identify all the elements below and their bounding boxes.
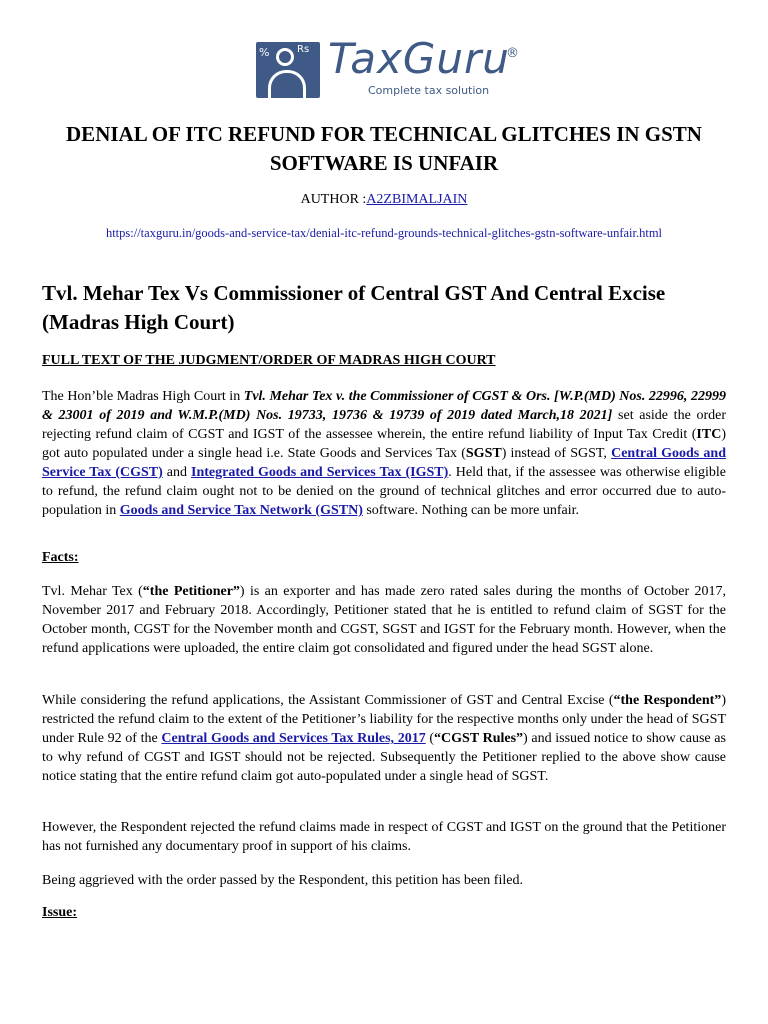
cgst-rules-term: “CGST Rules” bbox=[434, 731, 524, 746]
issue-heading: Issue: bbox=[42, 905, 78, 920]
facts2-text-4: ) and issued notice to show cause as to why refund of CGST and IGST should not be rejected. Subsequently the Petitioner replied to the above show cause notice stating that the entire refund claim got auto-populated under a single head of SGST. bbox=[42, 731, 726, 784]
facts1-text-1: Tvl. Mehar Tex ( bbox=[42, 584, 143, 599]
source-url bbox=[0, 226, 768, 241]
intro-paragraph bbox=[42, 387, 726, 520]
petitioner-term: “the Petitioner” bbox=[142, 584, 240, 599]
facts-paragraph-1 bbox=[42, 582, 726, 658]
percent-icon: % bbox=[259, 46, 270, 59]
taxguru-logo-icon bbox=[256, 42, 320, 98]
facts-paragraph-4: Being aggrieved with the order passed by the Respondent, this petition has been filed. bbox=[42, 873, 523, 888]
cgst-link[interactable]: Central Goods and Service Tax (CGST) bbox=[42, 446, 726, 480]
facts-paragraph-2 bbox=[42, 691, 726, 786]
facts2-text-1: While considering the refund applications, the Assistant Commissioner of GST and Central Excise ( bbox=[42, 693, 614, 708]
logo-name: TaxGuru bbox=[328, 34, 510, 83]
cgst-rules-link[interactable]: Central Goods and Services Tax Rules, 2017 bbox=[161, 731, 426, 746]
person-head-icon bbox=[276, 48, 294, 66]
article-title: DENIAL OF ITC REFUND FOR TECHNICAL GLITCHES IN GSTN SOFTWARE IS UNFAIR bbox=[66, 122, 702, 175]
facts2-text-2: ) restricted the refund claim to the extent of the Petitioner’s liability for the respective months only under the head of SGST under Rule 92 of the bbox=[42, 693, 726, 746]
case-reference: Tvl. Mehar Tex v. the Commissioner of CGST & Ors. [W.P.(MD) Nos. 22996, 22999 & 23001 of 2019 and W.M.P.(MD) Nos. 19733, 19736 & 19739 of 2019 dated March,18 2021] bbox=[42, 389, 726, 423]
author-line bbox=[0, 192, 768, 208]
intro-text-6: . Held that, if the assessee was otherwise eligible to refund, the refund claim ought not to be denied on the ground of technical glitches and error occurred due to auto-population in bbox=[42, 465, 727, 518]
facts2-text-3: ( bbox=[425, 731, 435, 746]
case-title: Tvl. Mehar Tex Vs Commissioner of Central GST And Central Excise (Madras High Court) bbox=[42, 281, 666, 334]
full-text-heading: FULL TEXT OF THE JUDGMENT/ORDER OF MADRAS HIGH COURT bbox=[42, 353, 496, 368]
intro-text-2: set aside the order rejecting refund claim of CGST and IGST of the assessee wherein, the entire refund liability of Input Tax Credit ( bbox=[42, 408, 726, 442]
facts-heading: Facts: bbox=[42, 550, 79, 565]
logo-tagline: Complete tax solution bbox=[368, 84, 490, 97]
rupee-icon: Rs bbox=[297, 44, 310, 55]
intro-text-4: ) instead of SGST, bbox=[501, 446, 612, 461]
respondent-term: “the Respondent” bbox=[613, 693, 722, 708]
intro-text-3: ) got auto populated under a single head i.e. State Goods and Services Tax ( bbox=[42, 427, 726, 461]
itc-abbrev: ITC bbox=[696, 427, 722, 442]
source-url-link[interactable]: https://taxguru.in/goods-and-service-tax/denial-itc-refund-grounds-technical-glitches-gstn-software-unfair.html bbox=[105, 226, 663, 240]
intro-text-1: The Hon’ble Madras High Court in bbox=[42, 389, 244, 404]
taxguru-logo bbox=[256, 34, 521, 102]
author-link[interactable]: A2ZBIMALJAIN bbox=[366, 192, 468, 207]
author-label: AUTHOR : bbox=[300, 192, 367, 207]
intro-text-7: software. Nothing can be more unfair. bbox=[362, 503, 580, 518]
gstn-link[interactable]: Goods and Service Tax Network (GSTN) bbox=[119, 503, 363, 518]
sgst-abbrev: SGST bbox=[465, 446, 502, 461]
igst-link[interactable]: Integrated Goods and Services Tax (IGST) bbox=[191, 465, 449, 480]
intro-text-5: and bbox=[162, 465, 192, 480]
facts-paragraph-3: However, the Respondent rejected the refund claims made in respect of CGST and IGST on the ground that the Petitioner has not furnished any documentary proof in support of his claims. bbox=[42, 820, 726, 854]
person-body-icon bbox=[268, 70, 306, 98]
facts1-text-2: ) is an exporter and has made zero rated sales during the months of October 2017, November 2017 and February 2018. Accordingly, Petitioner stated that he is entitled to refund claim of SGST for the October month, CGST for the November month and CGST, SGST and IGST for the February month. However, when the refund applications were uploaded, the entire claim got consolidated and figured under the head SGST alone. bbox=[42, 584, 726, 656]
registered-mark: ® bbox=[506, 46, 519, 61]
